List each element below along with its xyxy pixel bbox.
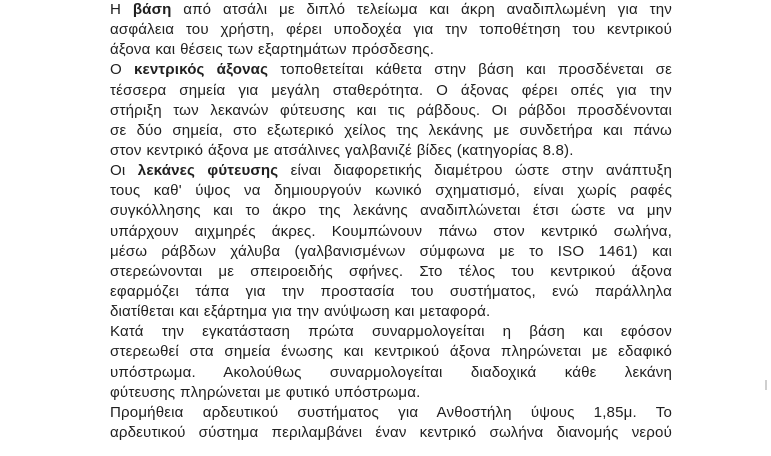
text-line xyxy=(110,302,672,322)
text-line xyxy=(110,81,672,101)
text-segment: Οι xyxy=(110,162,138,180)
paragraph xyxy=(110,60,672,161)
text-segment: εφαρμόζει τάπα για την προστασία του συστήματος, ενώ παράλληλα xyxy=(110,282,672,300)
text-segment: αρδευτικού σύστημα περιλαμβάνει έναν κεντρικό σωλήνα διανομής νερού xyxy=(110,423,672,441)
text-line xyxy=(110,0,672,20)
text-segment: διατίθεται και εξάρτημα για την ανύψωση και μεταφορά. xyxy=(110,303,491,321)
text-line xyxy=(110,282,672,302)
text-segment: στήριξη των λεκανών φύτευσης και τις ράβδους. Οι ράβδοι προσδένονται xyxy=(110,101,672,119)
text-line xyxy=(110,423,672,443)
text-segment: υπάρχουν αιχμηρές άκρες. Κουμπώνουν πάνω στον κεντρικό σωλήνα, xyxy=(110,222,672,240)
text-line xyxy=(110,201,672,221)
text-line xyxy=(110,40,672,60)
text-segment: Η xyxy=(110,1,133,18)
text-line xyxy=(110,141,672,161)
text-segment: από ατσάλι με διπλό τελείωμα και άκρη αναδιπλωμένη για την xyxy=(171,1,672,18)
text-line xyxy=(110,242,672,262)
text-line xyxy=(110,101,672,121)
text-segment: Ο xyxy=(110,61,134,79)
paragraph xyxy=(110,403,672,443)
text-segment: στον κεντρικό άξονα με ατσάλινες γαλβανιζέ βίδες (κατηγορίας 8.8). xyxy=(110,141,574,159)
paragraph xyxy=(110,322,672,403)
text-segment: Προμήθεια αρδευτικού συστήματος για Ανθοστήλη ύψους 1,85μ. Το xyxy=(110,403,672,421)
text-segment: τέσσερα σημεία για μεγάλη σταθερότητα. Ο άξονας φέρει οπές για την xyxy=(110,81,672,99)
text-line xyxy=(110,403,672,423)
text-line xyxy=(110,20,672,40)
text-line xyxy=(110,161,672,181)
text-line xyxy=(110,322,672,342)
text-line xyxy=(110,363,672,383)
text-segment: υπόστρωμα. Ακολούθως συναρμολογείται διαδοχικά κάθε λεκάνη xyxy=(110,363,672,381)
text-segment: τους καθ' ύψος να δημιουργούν κωνικό σχηματισμό, είναι χωρίς ραφές xyxy=(110,182,672,200)
text-segment: είναι διαφορετικής διαμέτρου ώστε στην ανάπτυξη xyxy=(278,162,672,180)
bold-term: λεκάνες φύτευσης xyxy=(137,162,279,180)
text-segment: μέσω ράβδων χάλυβα (γαλβανισμένων σύμφωνα με το ISO 1461) και xyxy=(110,242,672,260)
text-line xyxy=(110,181,672,201)
text-segment: τοποθετείται κάθετα στην βάση και προσδένεται σε xyxy=(268,61,672,79)
paragraph xyxy=(110,0,672,60)
paragraph xyxy=(110,161,672,322)
bold-term: βάση xyxy=(132,1,172,18)
bold-term: κεντρικός άξονας xyxy=(133,61,269,79)
text-line xyxy=(110,262,672,282)
document-body xyxy=(110,0,672,443)
text-line xyxy=(110,342,672,362)
scan-edge-mark xyxy=(765,380,767,390)
text-line xyxy=(110,222,672,242)
text-segment: φύτευσης πληρώνεται με φυτικό υπόστρωμα. xyxy=(110,383,421,401)
text-segment: στερεωθεί στα σημεία ένωσης και κεντρικού άξονα πληρώνεται με εδαφικό xyxy=(110,343,672,361)
text-segment: σε δύο σημεία, στο εξωτερικό χείλος της λεκάνης με συνδετήρα και πάνω xyxy=(110,121,672,139)
text-segment: στερεώνονται με σπειροειδής σφήνες. Στο τέλος του κεντρικού άξονα xyxy=(110,262,672,280)
text-segment: συγκόλλησης και το άκρο της λεκάνης αναδιπλώνεται έτσι ώστε να μην xyxy=(110,202,672,220)
text-line xyxy=(110,383,672,403)
text-segment: άξονα και θέσεις των εξαρτημάτων πρόσδεσης. xyxy=(110,41,435,59)
text-segment: ασφάλεια του χρήστη, φέρει υποδοχέα για την τοποθέτηση του κεντρικού xyxy=(110,21,672,39)
text-line xyxy=(110,121,672,141)
text-line xyxy=(110,60,672,80)
text-segment: Κατά την εγκατάσταση πρώτα συναρμολογείται η βάση και εφόσον xyxy=(110,323,672,341)
